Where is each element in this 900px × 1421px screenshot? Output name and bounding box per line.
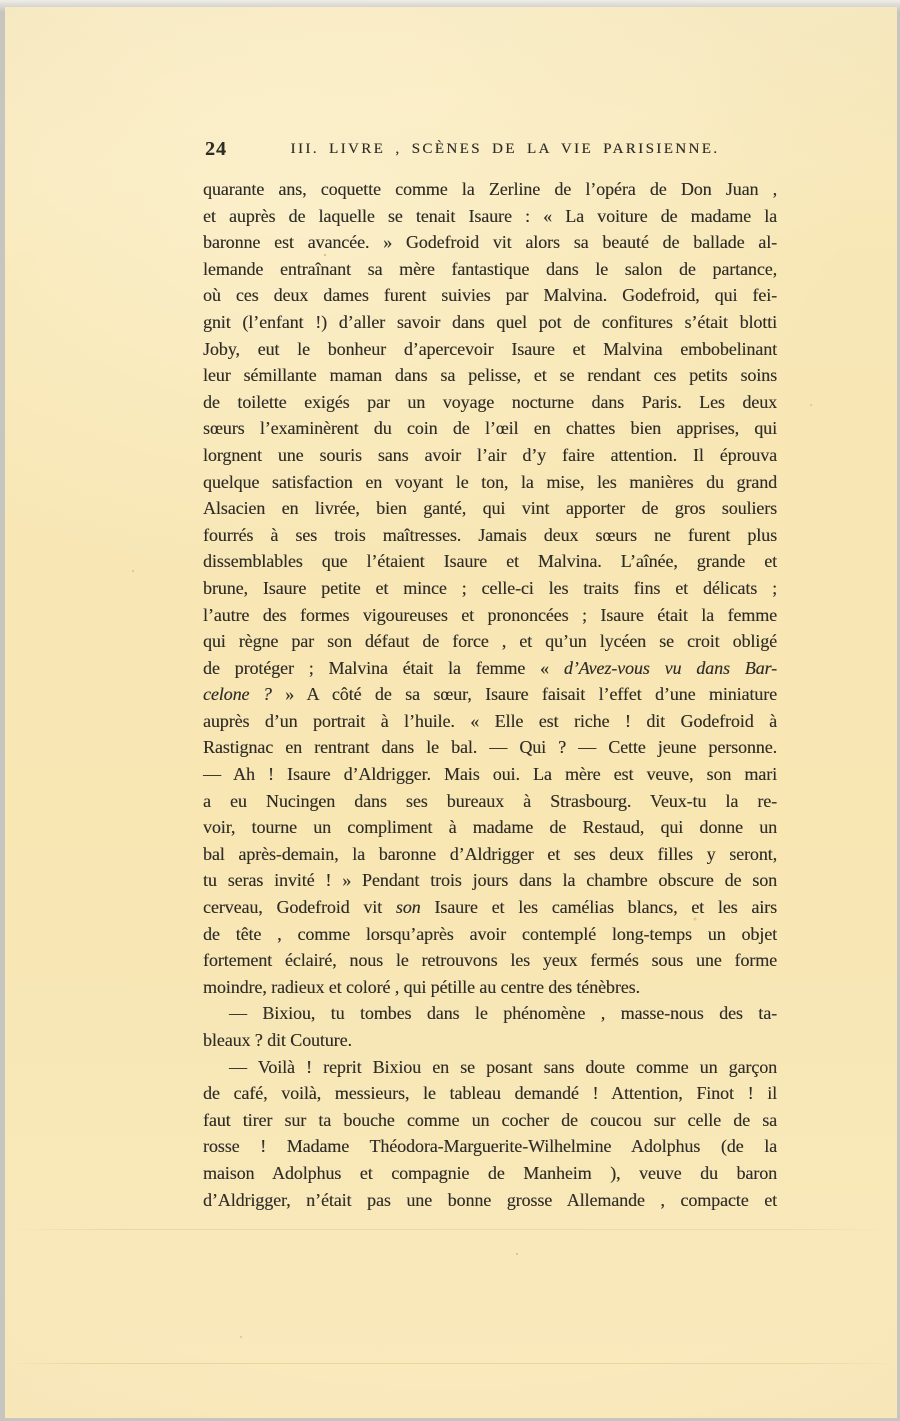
text-segment: — Bixiou, tu tombes dans le phénomène , masse-nous des ta- (229, 1003, 777, 1024)
text-segment: » A côté de sa sœur, Isaure faisait l’effet d’une miniature (285, 684, 777, 705)
paper-page (5, 7, 897, 1418)
text-segment: qui règne par son défaut de force , et qu’un lycéen se croit obligé (203, 631, 777, 652)
text-line (203, 761, 777, 788)
text-line (203, 708, 777, 735)
text-line (203, 734, 777, 761)
text-segment: Joby, eut le bonheur d’apercevoir Isaure et Malvina embobelinant (203, 338, 777, 359)
text-line (203, 1160, 777, 1187)
text-line (203, 655, 777, 682)
page-number: 24 (205, 138, 227, 160)
text-segment: bleaux ? dit Couture. (203, 1030, 352, 1050)
text-line (203, 256, 777, 283)
text-line (203, 309, 777, 336)
text-segment: de toilette exigés par un voyage nocturne dans Paris. Les deux (203, 391, 777, 412)
text-segment: lorgnent une souris sans avoir l’air d’y faire attention. Il éprouva (203, 444, 777, 465)
text-line (203, 1133, 777, 1160)
text-line (203, 548, 777, 575)
text-segment: l’autre des formes vigoureuses et prononcées ; Isaure était la femme (203, 604, 777, 625)
text-line (203, 1027, 777, 1054)
text-segment: Isaure et les camélias blancs, et les airs (420, 897, 777, 918)
text-line (203, 469, 777, 496)
text-line (203, 336, 777, 363)
text-segment: quelque satisfaction en voyant le ton, la mise, les manières du grand (203, 471, 777, 492)
text-line (203, 282, 777, 309)
paper-crease (5, 1363, 897, 1364)
text-line (203, 362, 777, 389)
text-line (203, 841, 777, 868)
text-segment: brune, Isaure petite et mince ; celle-ci les traits fins et délicats ; (203, 577, 777, 598)
running-title: III. LIVRE , SCÈNES DE LA VIE PARISIENNE. (290, 141, 720, 157)
text-line (203, 602, 777, 629)
body-text (203, 176, 777, 1213)
text-segment: — Ah ! Isaure d’Aldrigger. Mais oui. La mère est veuve, son mari (203, 764, 777, 785)
text-segment: dissemblables que l’étaient Isaure et Malvina. L’aînée, grande et (203, 551, 777, 572)
text-line (203, 1187, 777, 1214)
page-header (203, 138, 777, 171)
text-line (203, 203, 777, 230)
text-segment: maison Adolphus et compagnie de Manheim ), veuve du baron (203, 1162, 777, 1183)
text-line (203, 921, 777, 948)
paper-crease (5, 1229, 897, 1230)
text-segment: Alsacien en livrée, bien ganté, qui vint apporter de gros souliers (203, 498, 777, 519)
text-segment: faut tirer sur ta bouche comme un cocher de coucou sur celle de sa (203, 1109, 777, 1130)
text-line (203, 389, 777, 416)
text-line (203, 522, 777, 549)
text-line (203, 1107, 777, 1134)
text-segment: gnit (l’enfant !) d’aller savoir dans quel pot de confitures s’était blotti (203, 311, 777, 332)
text-line (203, 894, 777, 921)
text-segment: de tête , comme lorsqu’après avoir contemplé long-temps un objet (203, 923, 777, 944)
text-segment: fourrés à ses trois maîtresses. Jamais deux sœurs ne furent plus (203, 524, 777, 545)
text-segment: — Voilà ! reprit Bixiou en se posant sans doute comme un garçon (229, 1056, 777, 1077)
text-segment: sœurs l’examinèrent du coin de l’œil en chattes bien apprises, qui (203, 418, 777, 439)
text-line (203, 229, 777, 256)
text-segment: baronne est avancée. » Godefroid vit alors sa beauté de ballade al- (203, 232, 777, 253)
text-segment: tu seras invité ! » Pendant trois jours dans la chambre obscure de son (203, 870, 777, 891)
text-segment: voir, tourne un compliment à madame de Restaud, qui donne un (203, 817, 777, 838)
text-line (203, 1000, 777, 1027)
text-line (203, 628, 777, 655)
text-segment: rosse ! Madame Théodora-Marguerite-Wilhelmine Adolphus (de la (203, 1136, 777, 1157)
text-segment: quarante ans, coquette comme la Zerline de l’opéra de Don Juan , (203, 179, 777, 199)
text-line (203, 814, 777, 841)
text-segment: lemande entraînant sa mère fantastique dans le salon de partance, (203, 258, 777, 279)
text-line (203, 1080, 777, 1107)
italic-text-segment: d’Avez-vous vu dans Bar- (563, 657, 777, 678)
text-segment: cerveau, Godefroid vit (203, 897, 396, 918)
text-line (203, 415, 777, 442)
italic-text-segment: celone ? (203, 684, 286, 705)
text-line (203, 176, 777, 203)
text-line (203, 575, 777, 602)
text-line (203, 867, 777, 894)
text-segment: auprès d’un portrait à l’huile. « Elle est riche ! dit Godefroid à (203, 710, 777, 731)
text-segment: de café, voilà, messieurs, le tableau demandé ! Attention, Finot ! il (203, 1083, 777, 1104)
text-block (203, 138, 777, 1213)
text-segment: d’Aldrigger, n’était pas une bonne grosse Allemande , compacte et (203, 1189, 777, 1210)
text-segment: bal après-demain, la baronne d’Aldrigger et ses deux filles y seront, (203, 843, 777, 864)
text-segment: et auprès de laquelle se tenait Isaure : « La voiture de madame la (203, 205, 777, 226)
text-line (203, 788, 777, 815)
text-segment: a eu Nucingen dans ses bureaux à Strasbourg. Veux-tu la re- (203, 790, 777, 811)
italic-text-segment: son (395, 897, 421, 918)
text-segment: de protéger ; Malvina était la femme « (203, 657, 564, 678)
text-line (203, 974, 777, 1001)
text-line (203, 681, 777, 708)
text-line (203, 1054, 777, 1081)
text-segment: Rastignac en rentrant dans le bal. — Qui ? — Cette jeune personne. (203, 737, 777, 758)
text-line (203, 947, 777, 974)
text-segment: où ces deux dames furent suivies par Malvina. Godefroid, qui fei- (203, 285, 777, 306)
text-segment: moindre, radieux et coloré , qui pétille au centre des ténèbres. (203, 976, 640, 997)
text-segment: leur sémillante maman dans sa pelisse, et se rendant ces petits soins (203, 365, 777, 386)
text-line (203, 442, 777, 469)
text-segment: fortement éclairé, nous le retrouvons les yeux fermés sous une forme (203, 950, 777, 971)
text-line (203, 495, 777, 522)
